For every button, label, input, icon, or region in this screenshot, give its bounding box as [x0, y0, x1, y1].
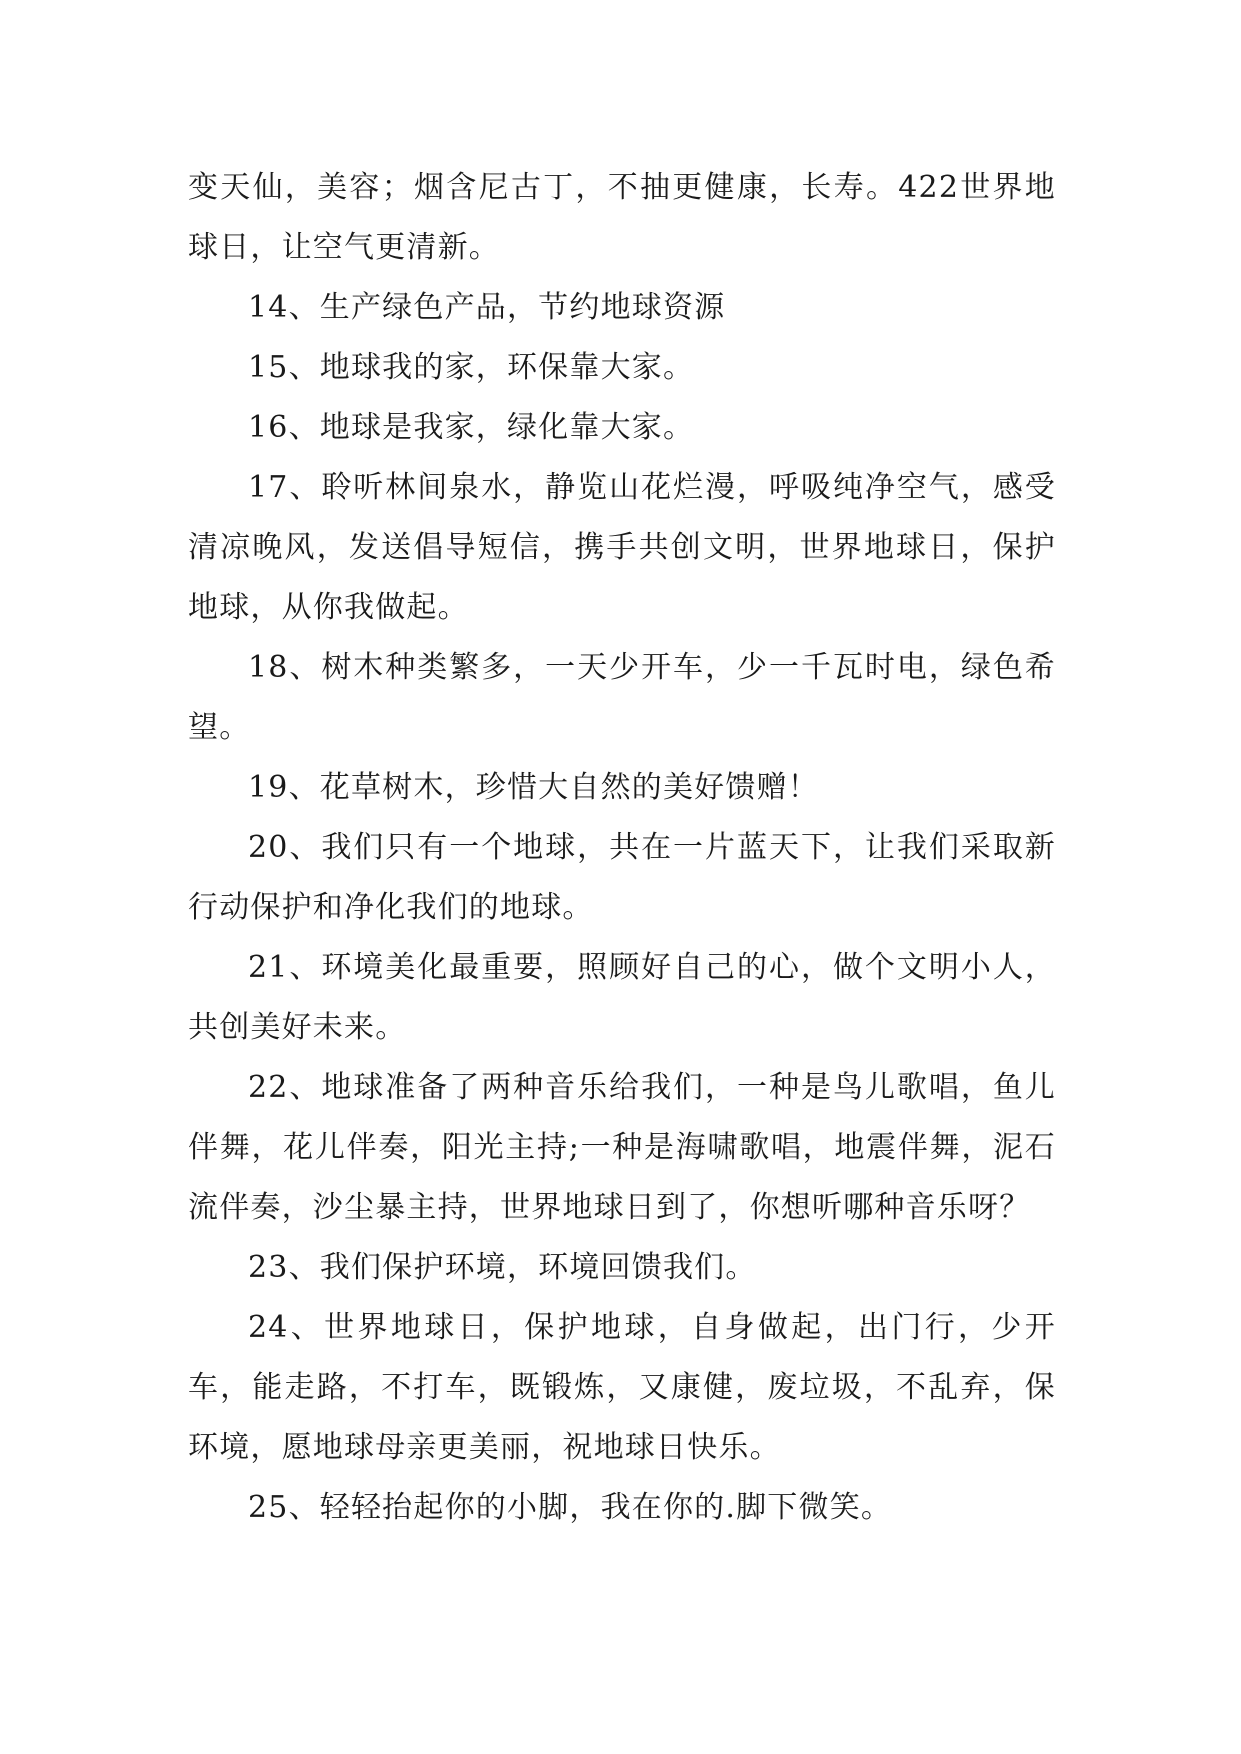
document-body: [188, 158, 1056, 1538]
paragraph-item-16: 16、地球是我家，绿化靠大家。: [248, 410, 695, 445]
paragraph-item-21: 21、环境美化最重要，照顾好自己的心，做个文明小人，共创美好未来。: [188, 950, 1056, 1045]
paragraph-item-14: 14、生产绿色产品，节约地球资源: [248, 290, 726, 325]
paragraph-item-15: 15、地球我的家，环保靠大家。: [248, 350, 695, 385]
paragraph-continuation: 变天仙，美容；烟含尼古丁，不抽更健康，长寿。422世界地球日，让空气更清新。: [188, 170, 1056, 265]
paragraph-item-20: 20、我们只有一个地球，共在一片蓝天下，让我们采取新行动保护和净化我们的地球。: [188, 830, 1056, 925]
paragraph-item-22: 22、地球准备了两种音乐给我们，一种是鸟儿歌唱，鱼儿伴舞，花儿伴奏，阳光主持;一种是海啸歌唱，地震伴舞，泥石流伴奏，沙尘暴主持，世界地球日到了，你想听哪种音乐呀？: [188, 1070, 1056, 1225]
paragraph-item-18: 18、树木种类繁多，一天少开车，少一千瓦时电，绿色希望。: [188, 650, 1056, 745]
paragraph-item-25: 25、轻轻抬起你的小脚，我在你的.脚下微笑。: [248, 1490, 893, 1525]
paragraph-item-19: 19、花草树木，珍惜大自然的美好馈赠！: [248, 770, 819, 805]
paragraph-item-17: 17、聆听林间泉水，静览山花烂漫，呼吸纯净空气，感受清凉晚风，发送倡导短信，携手共创文明，世界地球日，保护地球，从你我做起。: [188, 470, 1056, 625]
paragraph-item-23: 23、我们保护环境，环境回馈我们。: [248, 1250, 757, 1285]
paragraph-item-24: 24、世界地球日，保护地球，自身做起，出门行，少开车，能走路，不打车，既锻炼，又康健，废垃圾，不乱弃，保环境，愿地球母亲更美丽，祝地球日快乐。: [188, 1310, 1056, 1465]
